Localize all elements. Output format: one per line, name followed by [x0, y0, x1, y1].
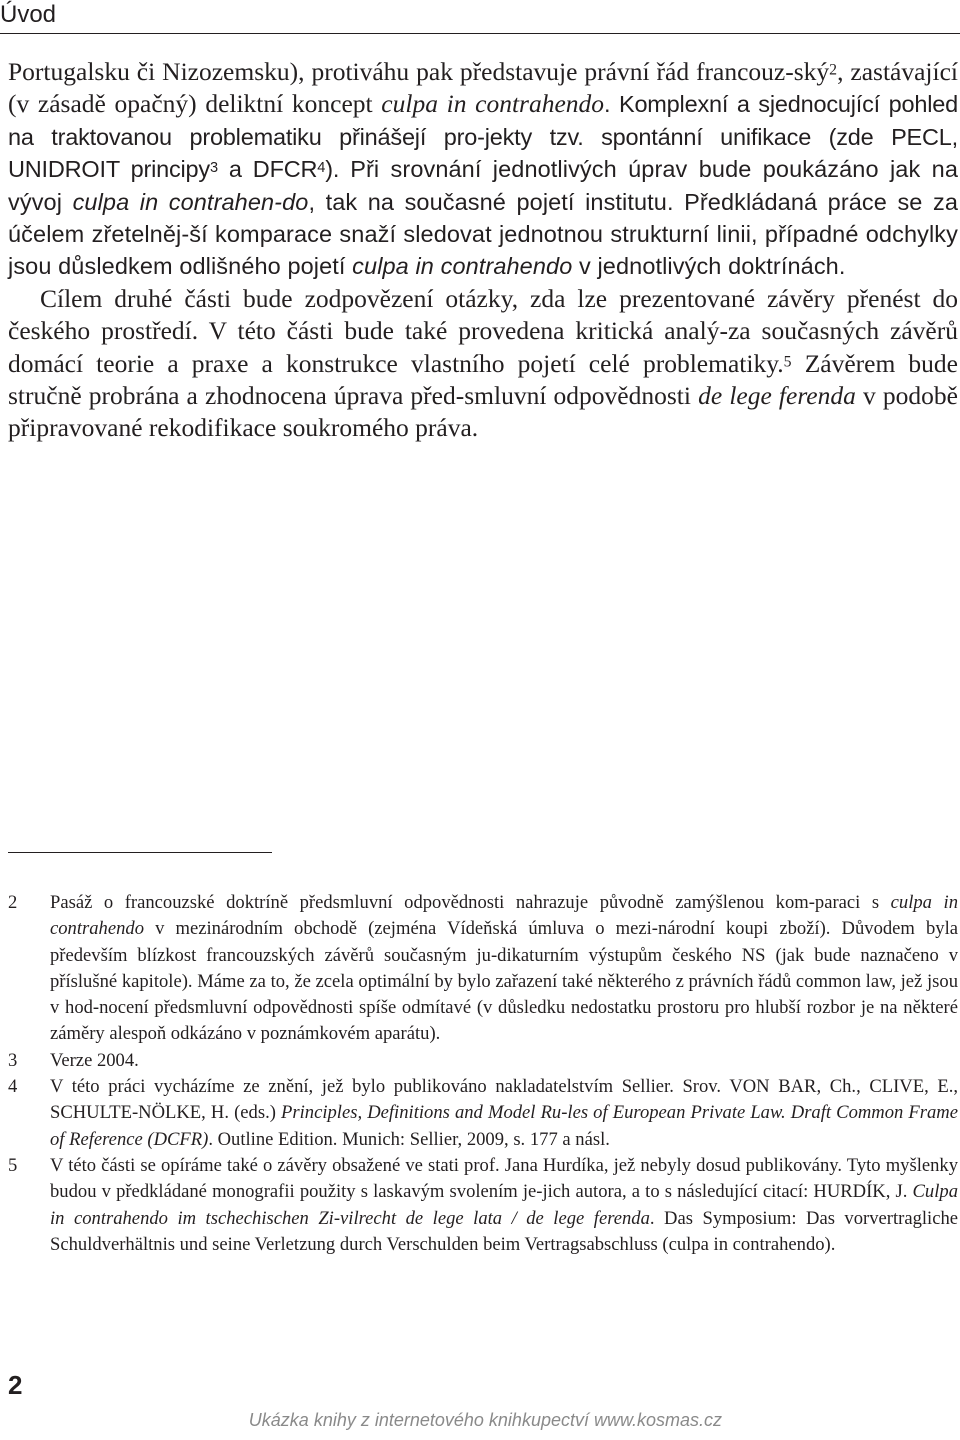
page-number: 2	[8, 1370, 23, 1400]
text-run: v jednotlivých doktrínách.	[572, 253, 846, 280]
italic-term: de lege ferenda	[698, 381, 856, 411]
italic-title: Culpa in contrahendo im tschechischen Zi-vilrecht de lege lata / de lege ferenda	[50, 1181, 958, 1229]
footnote-2	[8, 890, 958, 1048]
footnote-text: Verze 2004.	[50, 1049, 139, 1071]
text-run: V této části bude také provedena kritická analý-za současných závěrů domácí teorie a praxe a konstrukce vlastního pojetí celé problematiky.	[8, 316, 958, 378]
running-title: Úvod	[0, 1, 57, 28]
text-run: , tak na současné pojetí institutu. Předkládaná práce se za účelem zřetelněj-ší komparace snaží sledovat jednotnou strukturní linii, případné odchylky jsou důsledkem odlišného pojetí	[8, 188, 958, 280]
footnote-3	[8, 1048, 958, 1074]
footnote-ref-3[interactable]: 3	[209, 160, 218, 177]
footnote-5	[8, 1153, 958, 1258]
footnote-text: v mezinárodním obchodě (zejména Vídeňská úmluva o mezi-národní koupi zboží). Důvodem byla především blízkost francouzských závěrů současným ju-dikaturním výstupům českého NS (jak bude naznačeno v příslušné kapitole). Máme za to, že zcela optimální by bylo zařazení také některého z právních řádů common law, jež jsou v hod-nocení předsmluvní odpovědnosti spíše odmítavé (v důsledku nedostatku prostoru pro hlubší rozbor je na některé záměry alespoň odkázáno v poznámkovém aparátu).	[50, 918, 958, 1045]
footnote-text: Pasáž o francouzské doktríně předsmluvní odpovědnosti nahrazuje původně zamýšlenou kom-paraci s	[50, 892, 891, 913]
body-paragraph-1	[8, 56, 958, 283]
text-run: a DFCR	[217, 156, 318, 183]
main-text	[8, 56, 958, 445]
footnote-text: V této práci vycházíme ze znění, jež bylo publikováno nakladatelstvím Sellier. Srov. VON BAR, Ch., CLIVE, E., SCHULTE-NÖLKE, H. (eds.)	[50, 1076, 958, 1124]
header-rule	[0, 33, 960, 34]
footnote-text: . Outline Edition. Munich: Sellier, 2009, s. 177 a násl.	[208, 1128, 610, 1150]
footnotes	[8, 890, 958, 1258]
footnote-number: 3	[8, 1049, 18, 1071]
text-run: Portugalsku či Nizozemsku), protiváhu pak představuje právní řád francouz-ský	[8, 57, 830, 86]
italic-term: culpa in contrahendo	[381, 89, 605, 119]
footnote-ref-5[interactable]: 5	[783, 353, 792, 371]
text-run: , zastávající (v zásadě opačný) deliktní koncept	[8, 57, 959, 119]
text-run: . Komplexní a sjednocující pohled na traktovanou problematiku přinášejí pro-jekty tzv. spontánní unifikace (zde PECL, UNIDROIT principy	[8, 91, 958, 183]
footnote-number: 2	[8, 892, 18, 913]
italic-term: culpa in contrahendo	[352, 253, 573, 280]
italic-term: culpa in contrahendo	[50, 892, 958, 940]
body-paragraph-2	[8, 283, 958, 445]
text-run: v podobě připravované rekodifikace soukromého práva.	[8, 381, 958, 443]
footnote-text: V této části se opíráme také o závěry obsažené ve stati prof. Jana Hurdíka, jež nebyly dosud publikovány. Tyto myšlenky budou v předkládané monografii použity s laskavým svolením je-jich autora, a to s následující citací: HURDÍK, J.	[50, 1154, 958, 1203]
footnote-4	[8, 1074, 958, 1153]
text-run: ).	[325, 156, 351, 183]
footnote-separator	[8, 852, 272, 853]
text-run: Při srovnání jednotlivých úprav bude poukázáno jak na vývoj	[8, 156, 958, 215]
footnote-number: 4	[8, 1076, 18, 1098]
watermark-text: Ukázka knihy z internetového knihkupectví www.kosmas.cz	[248, 1410, 722, 1430]
footnote-text: . Das Symposium: Das vorvertragliche Schuldverhältnis und seine Verletzung durch Verschulden beim Vertragsabschluss (culpa in contrahendo).	[50, 1207, 959, 1255]
footnote-ref-4[interactable]: 4	[317, 160, 326, 177]
footnote-number: 5	[8, 1154, 18, 1176]
footnote-ref-2[interactable]: 2	[829, 61, 838, 79]
text-run: Závěrem bude stručně probrána a zhodnocena úprava před-smluvní odpovědnosti	[8, 348, 959, 411]
italic-term: culpa in contrahen-do	[72, 188, 309, 215]
text-run: Cílem druhé části bude zodpovězení otázky, zda lze prezentované závěry přenést do českého prostředí.	[8, 283, 958, 346]
italic-title: Principles, Definitions and Model Ru-les of European Private Law. Draft Common Frame of Reference (DCFR)	[50, 1102, 958, 1150]
